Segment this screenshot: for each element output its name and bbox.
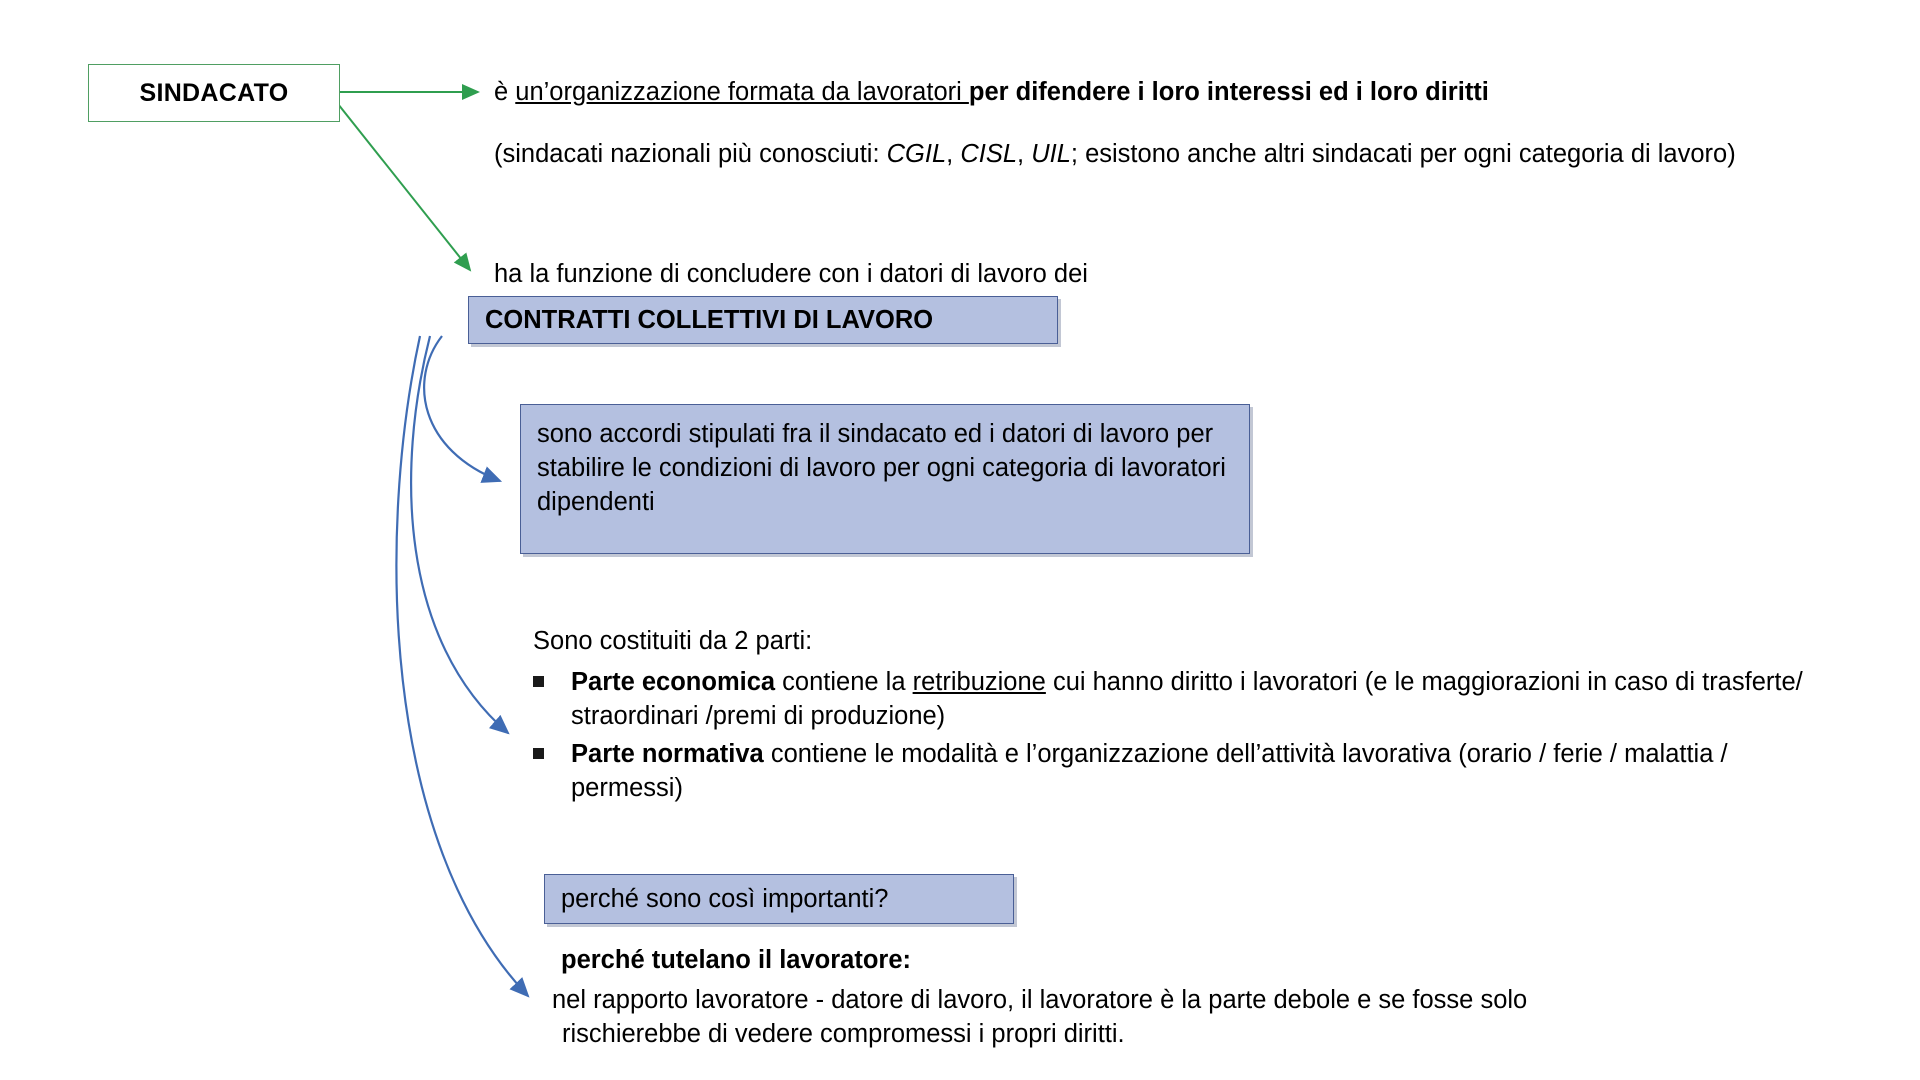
definition-lead: è <box>494 78 516 106</box>
examples-sep-1: , <box>946 140 961 168</box>
definition-bold: per difendere i loro interessi ed i loro diritti <box>968 78 1489 106</box>
examples-italic-uil: UIL <box>1031 140 1071 168</box>
node-sindacato <box>88 64 340 122</box>
arrow-accordi <box>424 336 500 481</box>
text-parts-intro: Sono costituiti da 2 parti: <box>533 627 813 655</box>
text-closing-title: perché tutelano il lavoratore: <box>561 946 912 974</box>
parts-list <box>533 666 1833 810</box>
arrow-parti <box>411 336 508 733</box>
text-definition <box>494 76 1814 110</box>
part-1-text-2: cui hanno diritto i lavoratori (e le maggiorazioni in caso di trasferte/ straordinari /premi di produzione) <box>571 668 1803 730</box>
square-bullet-icon <box>533 748 544 759</box>
box-accordi-label: sono accordi stipulati fra il sindacato ed i datori di lavoro per stabilire le condizioni di lavoro per ogni categoria di lavoratori dipendenti <box>537 420 1226 517</box>
part-2-text-1: contiene le modalità e l’organizzazione dell’attività lavorativa (orario / ferie / malattia / permessi) <box>571 739 1728 802</box>
box-accordi <box>520 404 1250 554</box>
part-1-text-1: contiene la <box>775 668 913 696</box>
box-perche-importanti <box>544 874 1014 924</box>
examples-pre: (sindacati nazionali più conosciuti: <box>494 140 887 168</box>
part-1-underlined: retribuzione <box>912 668 1046 696</box>
part-1-bold: Parte economica <box>571 668 776 696</box>
examples-italic-cisl: CISL <box>960 140 1018 168</box>
closing-line-1: nel rapporto lavoratore - datore di lavoro, il lavoratore è la parte debole e se fosse solo <box>552 986 1528 1014</box>
text-funzione: ha la funzione di concludere con i datori di lavoro dei <box>494 260 1088 288</box>
examples-post: ; esistono anche altri sindacati per ogni categoria di lavoro) <box>1070 140 1736 168</box>
list-item <box>533 666 1833 734</box>
closing-line-2: rischierebbe di vedere compromessi i propri diritti. <box>562 1019 1125 1048</box>
box-contratti-collettivi <box>468 296 1058 344</box>
box-contratti-label: CONTRATTI COLLETTIVI DI LAVORO <box>485 305 934 334</box>
arrow-funzione <box>338 104 470 270</box>
box-perche-label: perché sono così importanti? <box>561 884 889 913</box>
node-sindacato-label: SINDACATO <box>139 78 289 107</box>
definition-underlined: un’organizzazione formata da lavoratori <box>515 78 969 106</box>
examples-sep-2: , <box>1017 140 1032 168</box>
arrow-closing <box>396 336 528 996</box>
examples-italic-cgil: CGIL <box>886 140 947 168</box>
part-2-bold: Parte normativa <box>571 739 764 768</box>
square-bullet-icon <box>533 676 544 687</box>
list-item <box>533 738 1833 806</box>
text-examples <box>494 138 1764 172</box>
text-closing-body <box>552 984 1892 1051</box>
